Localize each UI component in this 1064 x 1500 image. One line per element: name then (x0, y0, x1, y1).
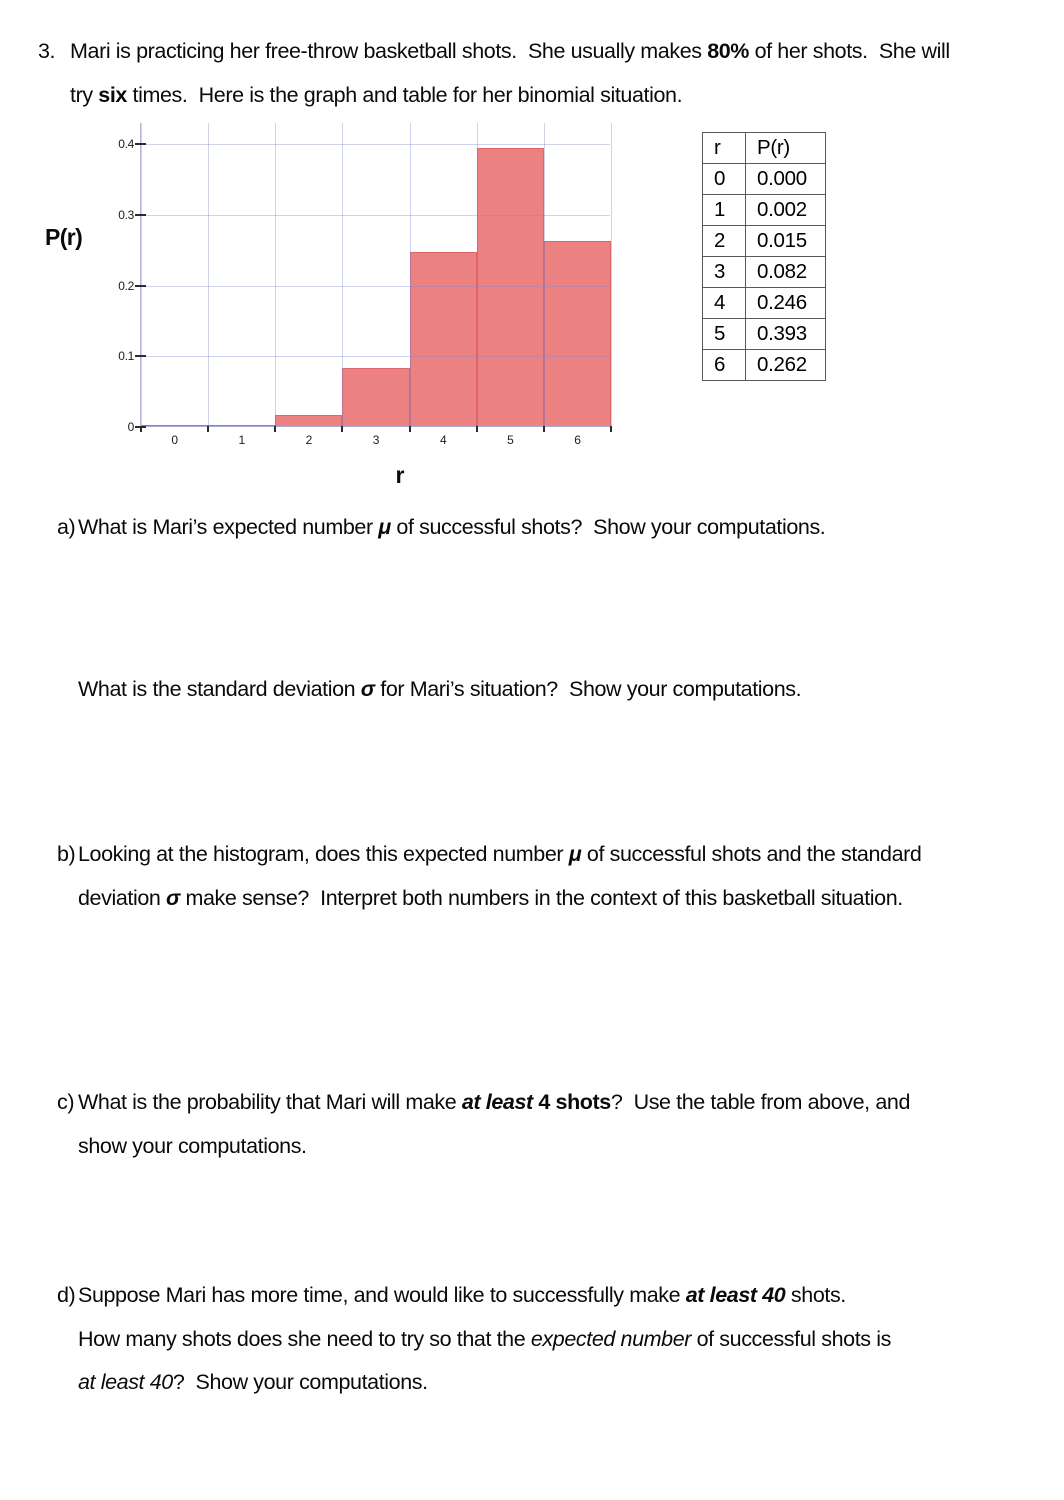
bar-r5 (477, 148, 544, 426)
y-tick-label: 0.3 (118, 207, 134, 222)
x-tick (341, 426, 343, 432)
text-line: How many shots does she need to try so that the expected number of successful shots is (78, 1326, 891, 1351)
table-header-cell: P(r) (746, 133, 826, 164)
y-tick-label: 0.1 (118, 349, 134, 364)
x-tick (207, 426, 209, 432)
horizontal-gridline (141, 144, 610, 145)
cell-probability: 0.000 (746, 164, 826, 195)
x-tick (274, 426, 276, 432)
text-line: Looking at the histogram, does this expected number μ of successful shots and the standard (78, 842, 922, 866)
question-b-label: b) (57, 842, 76, 866)
vertical-gridline (141, 123, 142, 426)
question-b (57, 833, 921, 920)
bar-r2 (275, 415, 342, 426)
y-tick-label: 0.4 (118, 137, 134, 152)
problem-intro-text (70, 30, 950, 117)
text-line: show your computations. (78, 1133, 307, 1158)
question-c-text (78, 1081, 910, 1168)
bar-r1 (208, 425, 275, 426)
text-line: at least 40? Show your computations. (78, 1370, 428, 1394)
x-tick (543, 426, 545, 432)
text-line: What is the probability that Mari will make at least 4 shots? Use the table from above, and (78, 1090, 910, 1114)
vertical-gridline (611, 123, 612, 426)
question-c-label: c) (57, 1090, 75, 1114)
text-line: try six times. Here is the graph and table for her binomial situation. (70, 82, 683, 107)
table-header-row (703, 133, 826, 164)
cell-r: 3 (703, 257, 746, 288)
cell-r: 4 (703, 288, 746, 319)
vertical-gridline (275, 123, 276, 426)
y-axis-title: P(r) (45, 224, 83, 250)
question-b-text (78, 833, 921, 920)
cell-r: 2 (703, 226, 746, 257)
question-a (57, 506, 825, 550)
cell-probability: 0.246 (746, 288, 826, 319)
y-tick (135, 214, 146, 216)
vertical-gridline (342, 123, 343, 426)
x-tick-label: 4 (439, 433, 447, 447)
cell-r: 0 (703, 164, 746, 195)
vertical-gridline (544, 123, 545, 426)
table-header-cell: r (703, 133, 746, 164)
cell-probability: 0.002 (746, 195, 826, 226)
question-d-label: d) (57, 1283, 76, 1307)
x-axis-title: r (395, 462, 405, 488)
question-a-text (78, 506, 825, 550)
cell-r: 1 (703, 195, 746, 226)
question-d (57, 1274, 891, 1405)
plot-area (118, 123, 610, 447)
text-line: What is Mari’s expected number μ of successful shots? Show your computations. (78, 515, 826, 539)
bar-r3 (342, 368, 409, 426)
text-line: Mari is practicing her free-throw basketball shots. She usually makes 80% of her shots. She will (70, 39, 950, 63)
cell-r: 6 (703, 350, 746, 381)
bar-r0 (141, 425, 208, 426)
y-tick (135, 285, 146, 287)
x-tick-label: 3 (372, 433, 380, 447)
y-tick (135, 143, 146, 145)
vertical-gridline (208, 123, 209, 426)
table-row (703, 288, 826, 319)
question-a2-text (78, 668, 801, 712)
table-row (703, 257, 826, 288)
cell-r: 5 (703, 319, 746, 350)
x-tick-label: 1 (238, 433, 245, 447)
table-row (703, 164, 826, 195)
x-tick (476, 426, 478, 432)
y-tick-label: 0 (127, 420, 134, 434)
question-d-text (78, 1274, 891, 1405)
x-tick-label: 6 (574, 433, 581, 447)
cell-probability: 0.015 (746, 226, 826, 257)
table-row (703, 226, 826, 257)
cell-probability: 0.262 (746, 350, 826, 381)
y-tick (135, 355, 146, 357)
vertical-gridline (410, 123, 411, 426)
vertical-gridline (477, 123, 478, 426)
probability-table (702, 132, 826, 381)
question-a-label: a) (57, 515, 76, 539)
x-tick-label: 2 (305, 433, 313, 447)
x-tick-label: 0 (171, 433, 178, 447)
problem-intro (38, 30, 950, 117)
text-line: Suppose Mari has more time, and would like to successfully make at least 40 shots. (78, 1283, 846, 1307)
x-tick (610, 426, 612, 432)
y-tick-label: 0.2 (118, 278, 134, 293)
table-row (703, 319, 826, 350)
problem-number: 3. (38, 39, 56, 63)
horizontal-gridline (141, 286, 610, 287)
horizontal-gridline (141, 215, 610, 216)
question-a2 (57, 668, 801, 712)
table-row (703, 350, 826, 381)
x-tick (140, 426, 142, 432)
cell-probability: 0.082 (746, 257, 826, 288)
question-c (57, 1081, 910, 1168)
text-line: What is the standard deviation σ for Mari’s situation? Show your computations. (78, 677, 802, 701)
table-row (703, 195, 826, 226)
horizontal-gridline (141, 356, 610, 357)
x-tick (409, 426, 411, 432)
text-line: deviation σ make sense? Interpret both numbers in the context of this basketball situation. (78, 885, 903, 910)
bar-r4 (410, 252, 477, 426)
cell-probability: 0.393 (746, 319, 826, 350)
x-tick-label: 5 (507, 433, 514, 447)
bar-r6 (544, 241, 611, 426)
